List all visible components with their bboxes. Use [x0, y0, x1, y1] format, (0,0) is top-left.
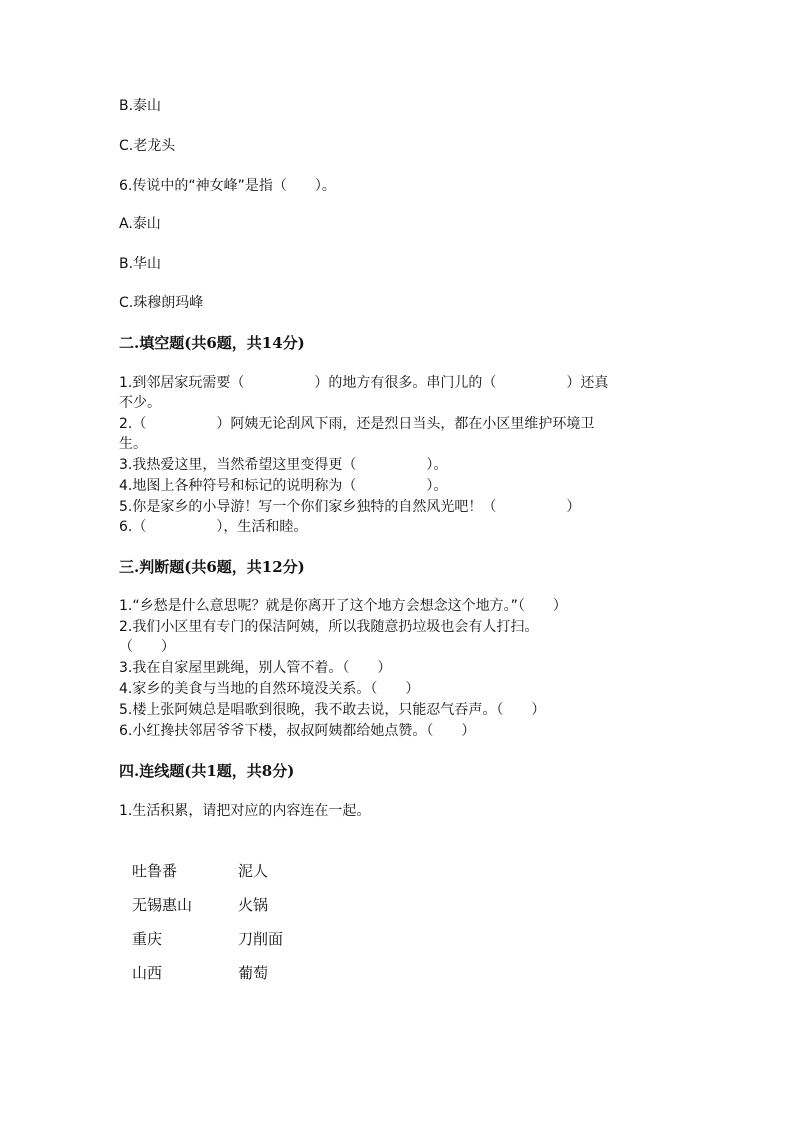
judge-question-5: 5.楼上张阿姨总是唱歌到很晚，我不敢去说，只能忍气吞声。（ ）	[119, 702, 546, 718]
question-6: 6.传说中的“神女峰”是指（ ）。	[119, 178, 336, 194]
section-3-title: 三.判断题(共6题，共12分)	[119, 558, 305, 576]
judge-question-4: 4.家乡的美食与当地的自然环境没关系。（ ）	[119, 681, 420, 697]
option-a-taishan: A.泰山	[119, 216, 161, 232]
option-b-taishan: B.泰山	[119, 98, 162, 114]
left-item-chongqing: 重庆	[132, 930, 163, 948]
fill-question-1a: 1.到邻居家玩需要（ ）的地方有很多。串门儿的（ ）还真	[119, 375, 609, 391]
left-item-shanxi: 山西	[132, 964, 163, 982]
fill-question-1b: 不少。	[119, 395, 161, 411]
judge-question-2b: （ ）	[119, 639, 175, 655]
fill-question-2b: 生。	[119, 436, 147, 452]
fill-question-6: 6.（ ），生活和睦。	[119, 519, 308, 535]
option-b-huashan: B.华山	[119, 256, 162, 272]
left-item-turpan: 吐鲁番	[132, 862, 178, 880]
left-item-wuxi-huishan: 无锡惠山	[132, 896, 193, 914]
judge-question-6: 6.小红搀扶邻居爷爷下楼，叔叔阿姨都给她点赞。（ ）	[119, 723, 476, 739]
judge-question-1: 1.“乡愁是什么意思呢？就是你离开了这个地方会想念这个地方。”（ ）	[119, 598, 567, 614]
fill-question-4: 4.地图上各种符号和标记的说明称为（ ）。	[119, 478, 448, 494]
fill-question-2a: 2.（ ）阿姨无论刮风下雨，还是烈日当头，都在小区里维护环境卫	[119, 416, 595, 432]
right-item-grapes: 葡萄	[238, 964, 269, 982]
option-c-everest: C.珠穆朗玛峰	[119, 295, 204, 311]
option-c-laolongtou: C.老龙头	[119, 138, 176, 154]
right-item-clay-figurine: 泥人	[238, 862, 269, 880]
judge-question-2a: 2.我们小区里有专门的保洁阿姨，所以我随意扔垃圾也会有人打扫。	[119, 619, 539, 635]
right-item-knife-noodles: 刀削面	[238, 930, 284, 948]
fill-question-5: 5.你是家乡的小导游！写一个你们家乡独特的自然风光吧！（ ）	[119, 499, 581, 515]
section-2-title: 二.填空题(共6题，共14分)	[119, 334, 305, 352]
right-item-hotpot: 火锅	[238, 896, 269, 914]
section-4-title: 四.连线题(共1题，共8分)	[119, 762, 295, 780]
fill-question-3: 3.我热爱这里，当然希望这里变得更（ ）。	[119, 457, 448, 473]
judge-question-3: 3.我在自家屋里跳绳，别人管不着。（ ）	[119, 660, 392, 676]
match-question-1: 1.生活积累，请把对应的内容连在一起。	[119, 803, 371, 819]
